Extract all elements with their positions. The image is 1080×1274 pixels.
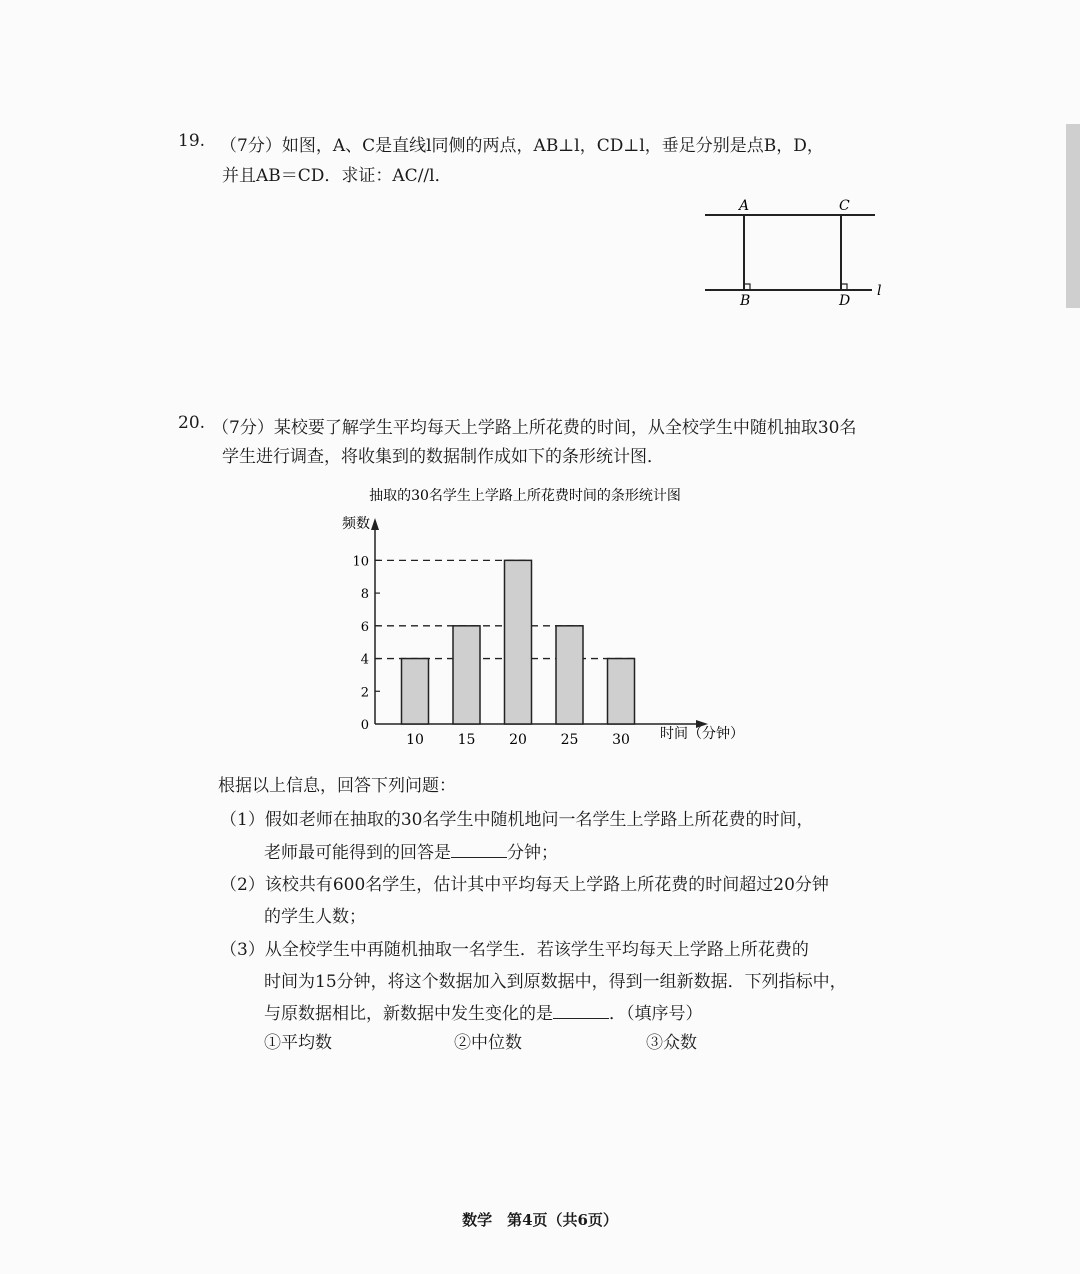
chart-x-tick-label: 30 — [612, 732, 630, 748]
q20-part3-answer-blank[interactable] — [553, 1017, 609, 1019]
chart-title: 抽取的30名学生上学路上所花费时间的条形统计图 — [369, 488, 681, 504]
q19-line1: （7分）如图，A、C是直线l同侧的两点，AB⊥l，CD⊥l，垂足分别是点B，D， — [220, 136, 824, 156]
page-edge-tab — [1066, 124, 1080, 308]
q20-part1-line2 — [264, 838, 558, 863]
q20-part3-text: 与原数据相比，新数据中发生变化的是 — [264, 1004, 553, 1024]
chart-bar — [556, 626, 583, 724]
q20-part3-hint: ．（填序号） — [609, 1004, 703, 1024]
label-d: D — [839, 293, 851, 309]
q20-option-mode: ③众数 — [646, 1033, 697, 1053]
chart-y-tick-label: 6 — [360, 619, 369, 635]
q19-geometry-figure — [700, 195, 890, 310]
chart-bar — [402, 659, 429, 724]
q20-part1-line1: （1）假如老师在抽取的30名学生中随机地问一名学生上学路上所花费的时间， — [220, 810, 814, 830]
q19-line2: 并且AB＝CD．求证：AC//l． — [222, 166, 452, 186]
chart-y-tick-label: 10 — [352, 554, 369, 570]
q20-number: 20. — [178, 413, 206, 433]
chart-bar — [608, 659, 635, 724]
q20-part3-line2: 时间为15分钟，将这个数据加入到原数据中，得到一组新数据．下列指标中， — [264, 972, 847, 992]
chart-x-tick-label: 25 — [560, 732, 579, 748]
q20-part3-line1: （3）从全校学生中再随机抽取一名学生．若该学生平均每天上学路上所花费的 — [220, 940, 809, 960]
q19-number: 19. — [178, 131, 206, 151]
q20-part2-line1: （2）该校共有600名学生，估计其中平均每天上学路上所花费的时间超过20分钟 — [220, 875, 829, 895]
q20-part1-text: 老师最可能得到的回答是 — [264, 843, 451, 863]
chart-x-tick-label: 20 — [509, 732, 527, 748]
q20-part3-line3 — [264, 999, 703, 1024]
chart-y-axis-arrow — [371, 518, 379, 530]
q20-line2: 学生进行调查，将收集到的数据制作成如下的条形统计图． — [222, 447, 664, 467]
label-a: A — [739, 198, 750, 214]
q20-intro: 根据以上信息，回答下列问题： — [218, 776, 456, 796]
label-c: C — [839, 198, 850, 214]
q20-option-mean: ①平均数 — [264, 1033, 332, 1053]
q20-bar-chart — [330, 478, 770, 753]
q20-part1-answer-blank[interactable] — [451, 856, 507, 858]
chart-y-tick-label: 0 — [360, 718, 369, 733]
q20-part1-unit: 分钟； — [507, 843, 558, 863]
chart-y-tick-label: 2 — [360, 685, 369, 701]
label-b: B — [740, 293, 751, 309]
page-footer: 数学 第4页（共6页） — [462, 1211, 618, 1229]
q20-part2-line2: 的学生人数； — [264, 907, 366, 927]
q20-option-median: ②中位数 — [454, 1033, 522, 1053]
chart-bar — [453, 626, 480, 724]
chart-x-tick-label: 10 — [406, 732, 424, 748]
chart-y-tick-label: 8 — [360, 587, 369, 603]
chart-x-tick-label: 15 — [457, 732, 476, 748]
chart-x-axis-label: 时间（分钟） — [660, 726, 744, 742]
chart-y-tick-label: 4 — [360, 652, 369, 668]
label-l: l — [877, 283, 882, 299]
chart-y-axis-label: 频数 — [342, 516, 370, 532]
chart-bar — [505, 560, 532, 724]
q20-line1: （7分）某校要了解学生平均每天上学路上所花费的时间，从全校学生中随机抽取30名 — [212, 418, 857, 438]
